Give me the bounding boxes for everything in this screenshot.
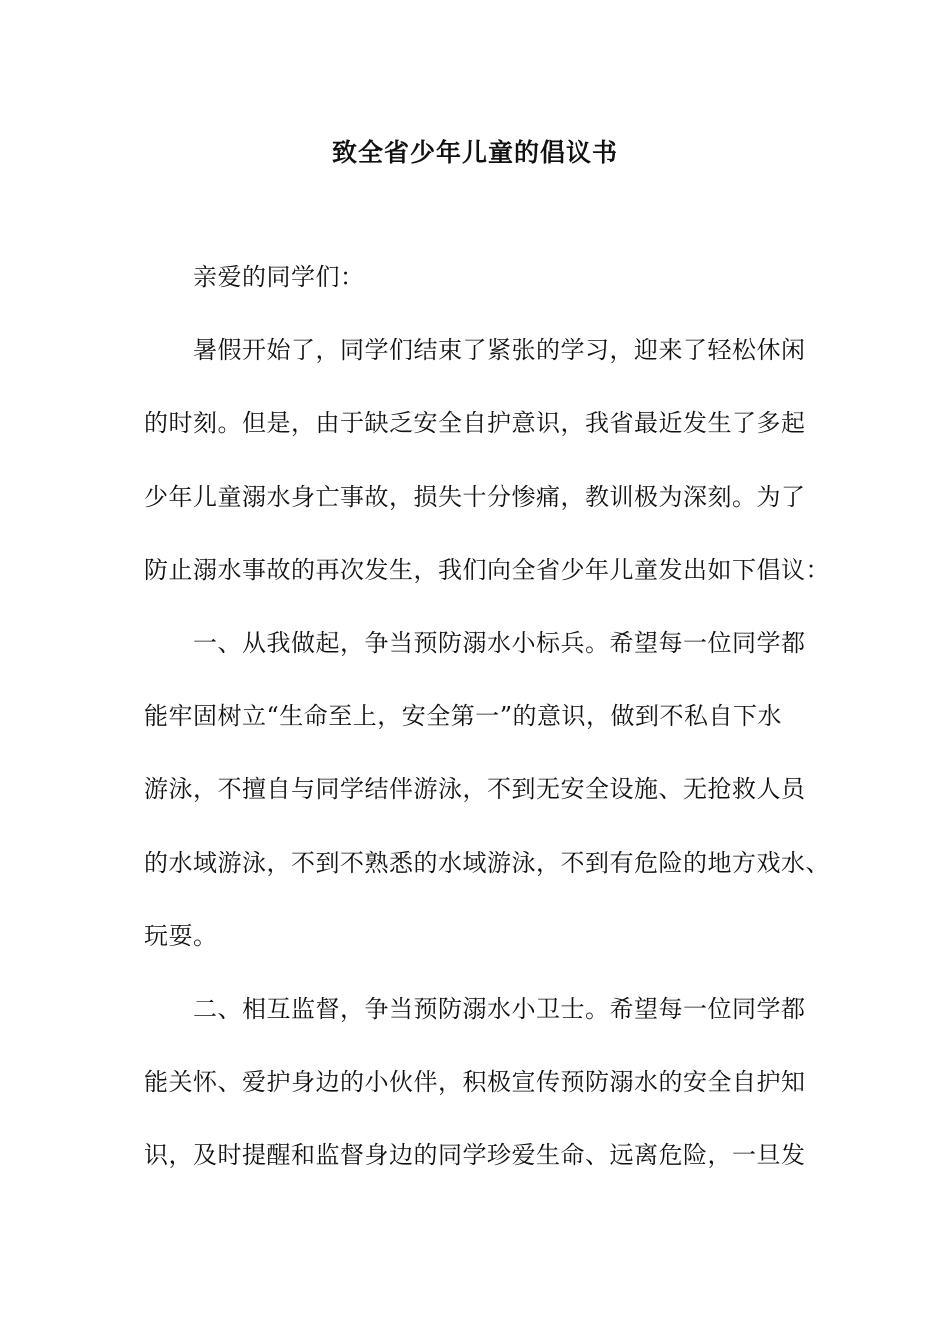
paragraph-line: 少年儿童溺水身亡事故，损失十分惨痛，教训极为深刻。为了 (144, 482, 806, 511)
document-title: 致全省少年儿童的倡议书 (331, 138, 618, 167)
salutation-line: 亲爱的同学们： (193, 263, 365, 291)
paragraph-line: 二、相互监督，争当预防溺水小卫士。希望每一位同学都 (193, 994, 806, 1023)
paragraph-line: 识，及时提醒和监督身边的同学珍爱生命、远离危险，一旦发 (144, 1141, 806, 1170)
paragraph-line: 一、从我做起，争当预防溺水小标兵。希望每一位同学都 (193, 628, 806, 657)
paragraph-line: 玩耍。 (144, 921, 218, 950)
document-body (144, 264, 834, 1215)
paragraph-line: 的水域游泳，不到不熟悉的水域游泳，不到有危险的地方戏水、 (144, 848, 830, 877)
paragraph-line: 防止溺水事故的再次发生，我们向全省少年儿童发出如下倡议： (144, 555, 830, 584)
paragraph-line: 能牢固树立“生命至上，安全第一”的意识，做到不私自下水 (144, 702, 783, 731)
paragraph-line: 的时刻。但是，由于缺乏安全自护意识，我省最近发生了多起 (144, 409, 806, 438)
paragraph-line: 能关怀、爱护身边的小伙伴，积极宣传预防溺水的安全自护知 (144, 1068, 806, 1097)
paragraph-line: 游泳，不擅自与同学结伴游泳，不到无安全设施、无抢救人员 (144, 775, 806, 804)
paragraph-line: 暑假开始了，同学们结束了紧张的学习，迎来了轻松休闲 (193, 336, 806, 365)
